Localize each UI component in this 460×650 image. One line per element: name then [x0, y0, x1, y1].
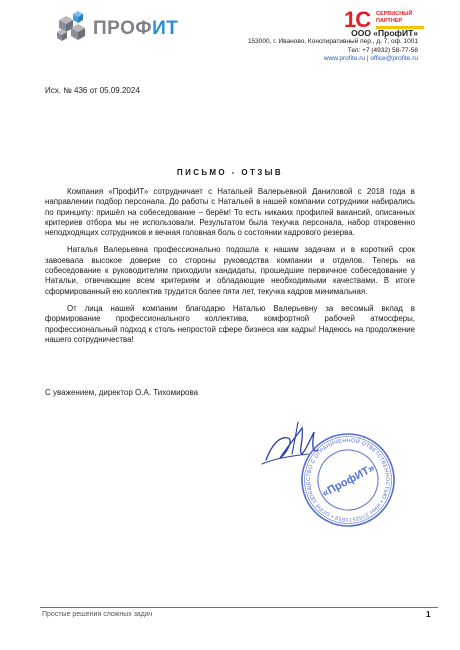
cubes-logo-icon	[53, 10, 89, 46]
page-number: 1	[426, 610, 431, 619]
company-links[interactable]: www.profite.ru | office@profite.ru	[323, 55, 418, 62]
partner-1c-mark: 1С	[344, 7, 371, 32]
outgoing-reference: Исх. № 436 от 05.09.2024	[45, 86, 140, 95]
letter-body	[45, 187, 415, 352]
paragraph: Компания «ПрофИТ» сотрудничает с Натальей Валерьевной Даниловой с 2018 года в направлении подбор персонала. До работы с Натальей в нашей компании сотрудники набирались по принципу: пришёл на собеседование – берём! То есть никаких профилей вакансий, описанных критериев отбора мы не использовали. Результатом была текучка персонала, набор откровенно неподходящих сотрудников и вечная головная боль о состоянии кадрового резерва.	[45, 187, 415, 238]
company-name: ООО «ПрофИТ»	[351, 28, 418, 38]
partner-caption: СЕРВИСНЫЙ ПАРТНЕР	[376, 11, 413, 24]
company-address: 153000, г. Иваново, Конспиративный пер., д. 7, оф. 1001	[247, 38, 418, 45]
signature-line: С уважением, директор О.А. Тихомирова	[45, 388, 199, 397]
company-logo	[53, 10, 183, 46]
paragraph: Наталья Валерьевна профессионально подошла к нашим задачам и в короткий срок завоевала высокое доверие со стороны руководства компании и отделов. Теперь на собеседование к руководителям приходили кандидаты, прошедшие первичное собеседование у Натальи, отвечающие всем критериям и обладающие необходимыми качествами. В итоге сформированный ею коллектив трудится более пяти лет, текучка кадров минимальная.	[45, 245, 415, 296]
footer-rule	[40, 607, 438, 608]
letter-title: ПИСЬМО - ОТЗЫВ	[176, 168, 284, 177]
company-phone: Тел: +7 (4932) 58-77-58	[347, 46, 418, 54]
footer-tagline: Простые решения сложных задач	[42, 611, 153, 618]
company-stamp-icon	[298, 430, 398, 530]
svg-text:«ПрофИТ»: «ПрофИТ»	[320, 462, 377, 500]
svg-text:ОБЩЕСТВО С ОГРАНИЧЕННОЙ ОТВЕТС: ОБЩЕСТВО С ОГРАНИЧЕННОЙ ОТВЕТСТВЕННОСТЬЮ • ИНН 3702571859 • ОГРН 1153702026585	[305, 437, 391, 523]
logo-wordmark: ПРОФИТ	[93, 18, 179, 39]
paragraph: От лица нашей компании благодарю Наталью Валерьевну за весомый вклад в формирование профессионального коллектива, комфортной рабочей атмосферы, профессиональный подход к столь непростой сфере бизнеса как кадры! Надеюсь на продолжение нашего сотрудничества!	[45, 303, 415, 344]
company-requisites	[198, 28, 418, 64]
